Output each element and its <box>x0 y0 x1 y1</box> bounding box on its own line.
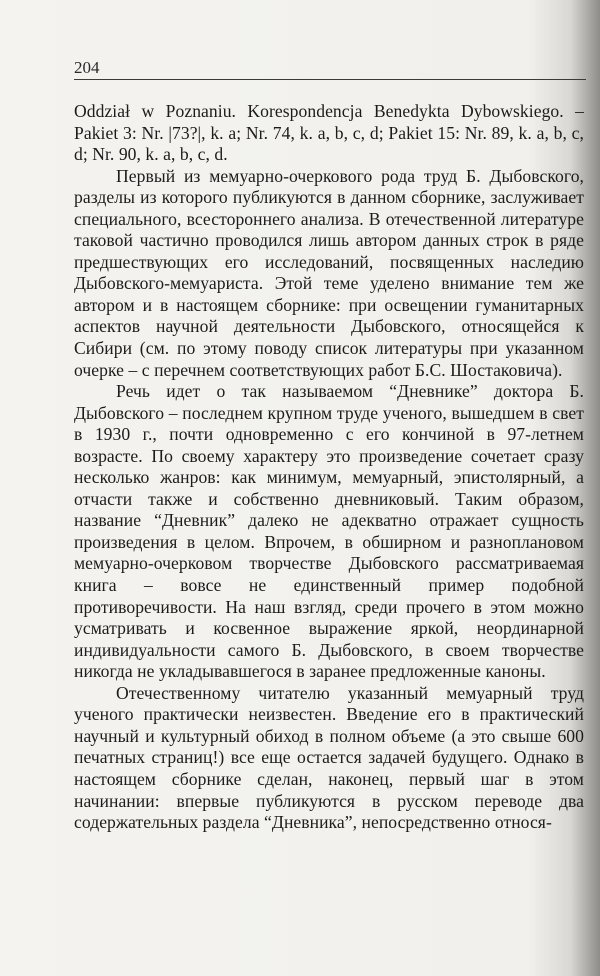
paragraph-3: Речь идет о так называемом “Дневнике” доктора Б. Дыбовского – последнем крупном труде ученого, вышедшем в свет в 1930 г., почти одновременно с его кончиной в 97-летнем возрасте. По своему характеру это произведение сочетает сразу несколько жанров: как минимум, мемуарный, эпистолярный, а отчасти также и собственно дневниковый. Таким образом, название “Дневник” далеко не адекватно отражает сущность произведения в целом. Впрочем, в обширном и разноплановом мемуарно-очерковом творчестве Дыбовского рассматриваемая книга – вовсе не единственный пример подобной противоречивости. На наш взгляд, среди прочего в этом можно усматривать и косвенное выражение яркой, неординарной индивидуальности самого Б. Дыбовского, в своем творчестве никогда не укладывавшегося в заранее предложенные каноны. <box>74 381 584 682</box>
header-rule <box>74 79 586 80</box>
paragraph-1: Oddział w Poznaniu. Korespondencja Benedykta Dybowskiego. – Pakiet 3: Nr. |73?|, k. a; Nr. 74, k. a, b, c, d; Pakiet 15: Nr. 89, k. a, b, c, d; Nr. 90, k. a, b, c, d. <box>74 101 584 165</box>
page-number: 204 <box>74 58 100 77</box>
body-text <box>74 101 584 834</box>
paragraph-2: Первый из мемуарно-очеркового рода труд Б. Дыбовского, разделы из которого публикуются в данном сборнике, заслуживает специального, всестороннего анализа. В отечественной литературе таковой частично проводился лишь автором данных строк в ряде предшествующих его исследований, посвященных наследию Дыбовского-мемуариста. Этой теме уделено внимание тем же автором и в настоящем сборнике: при освещении гуманитарных аспектов научной деятельности Дыбовского, относящейся к Сибири (см. по этому поводу список литературы при указанном очерке – с перечнем соответствующих работ Б.С. Шостаковича). <box>74 165 584 380</box>
paragraph-4: Отечественному читателю указанный мемуарный труд ученого практически неизвестен. Введение его в практический научный и культурный обиход в полном объеме (а это свыше 600 печатных страниц!) все еще остается задачей будущего. Однако в настоящем сборнике сделан, наконец, первый шаг в этом начинании: впервые публикуются в русском переводе два содержательных раздела “Дневника”, непосредственно относя- <box>74 682 584 833</box>
